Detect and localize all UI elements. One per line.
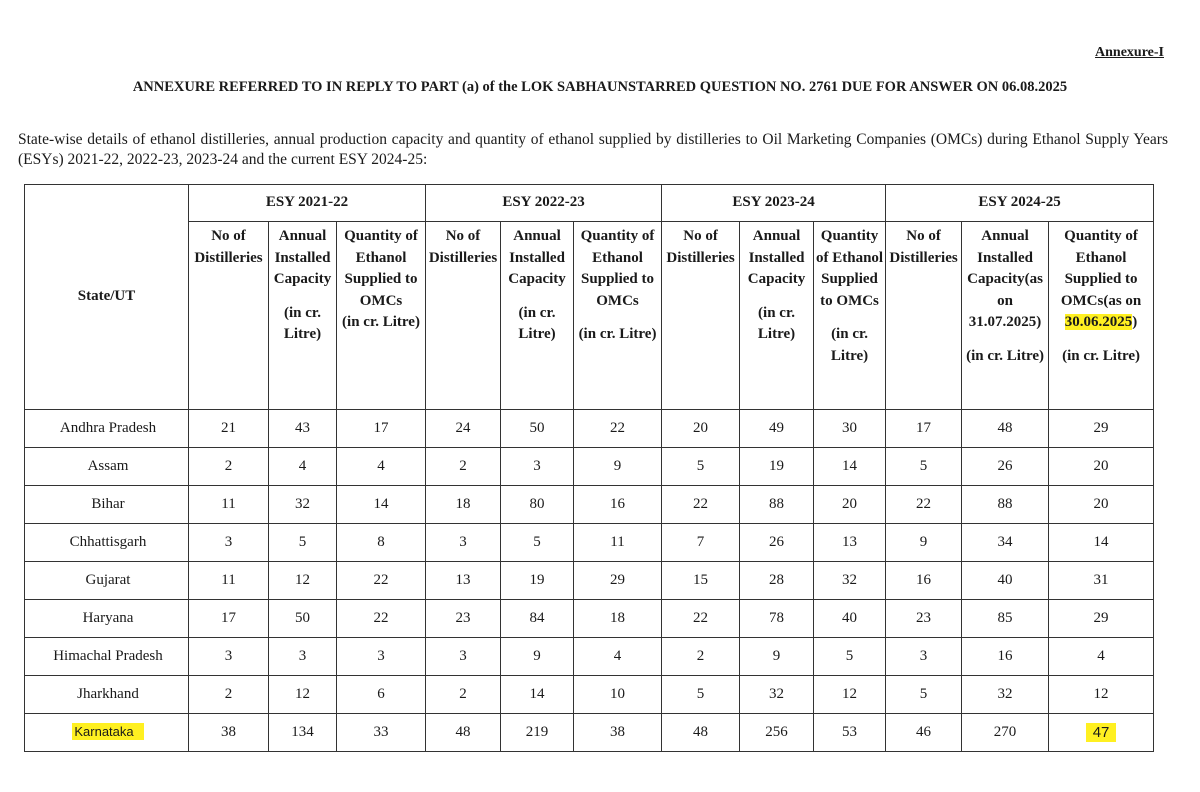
cell: 50 xyxy=(501,410,574,448)
quantity-header-close-paren: ) xyxy=(1132,314,1138,330)
capacity-header xyxy=(501,222,574,410)
cell: 5 xyxy=(662,448,740,486)
cell: 12 xyxy=(1049,676,1154,714)
cell: 3 xyxy=(189,638,269,676)
cell: 9 xyxy=(886,524,962,562)
group-header-esy-2024-25: ESY 2024-25 xyxy=(886,185,1154,222)
cell: 14 xyxy=(1049,524,1154,562)
cell: 48 xyxy=(426,714,501,752)
cell: 43 xyxy=(269,410,337,448)
cell: 40 xyxy=(814,600,886,638)
cell: 78 xyxy=(740,600,814,638)
cell: 46 xyxy=(886,714,962,752)
cell: 13 xyxy=(814,524,886,562)
table-row xyxy=(25,410,1154,448)
cell: 29 xyxy=(574,562,662,600)
cell: 88 xyxy=(740,486,814,524)
ethanol-distilleries-table xyxy=(24,184,1154,752)
cell: 84 xyxy=(501,600,574,638)
cell: 17 xyxy=(337,410,426,448)
table-row xyxy=(25,448,1154,486)
cell: 20 xyxy=(1049,448,1154,486)
header-group-row xyxy=(25,185,1154,222)
cell: 32 xyxy=(814,562,886,600)
table-row xyxy=(25,600,1154,638)
quantity-header-label: Quantity of Ethanol Supplied to OMCs xyxy=(580,228,655,309)
cell: 4 xyxy=(337,448,426,486)
cell: 4 xyxy=(574,638,662,676)
cell: 9 xyxy=(740,638,814,676)
cell: 80 xyxy=(501,486,574,524)
quantity-header xyxy=(337,222,426,410)
table-row xyxy=(25,524,1154,562)
state-name: Andhra Pradesh xyxy=(25,410,189,448)
cell: 5 xyxy=(814,638,886,676)
header-sub-row xyxy=(25,222,1154,410)
highlighted-value: 47 xyxy=(1086,723,1117,742)
cell: 40 xyxy=(962,562,1049,600)
distilleries-header: No of Distilleries xyxy=(886,222,962,410)
highlighted-date: 30.06.2025 xyxy=(1064,314,1133,330)
table-row xyxy=(25,486,1154,524)
cell: 29 xyxy=(1049,410,1154,448)
capacity-header-unit: (in cr. Litre) xyxy=(518,304,556,342)
quantity-header-unit: (in cr. Litre) xyxy=(830,326,869,364)
cell: 3 xyxy=(426,638,501,676)
cell: 18 xyxy=(574,600,662,638)
group-header-esy-2023-24: ESY 2023-24 xyxy=(662,185,886,222)
cell: 49 xyxy=(740,410,814,448)
cell: 270 xyxy=(962,714,1049,752)
document-heading: ANNEXURE REFERRED TO IN REPLY TO PART (a) of the LOK SABHAUNSTARRED QUESTION NO. 2761 DUE FOR ANSWER ON 06.08.2025 xyxy=(132,79,1068,95)
cell: 26 xyxy=(962,448,1049,486)
cell: 3 xyxy=(269,638,337,676)
cell: 38 xyxy=(574,714,662,752)
cell: 11 xyxy=(189,562,269,600)
cell: 219 xyxy=(501,714,574,752)
cell: 5 xyxy=(886,676,962,714)
cell: 11 xyxy=(574,524,662,562)
cell: 16 xyxy=(574,486,662,524)
capacity-header-label-line1: Annual Installed Capacity(as on xyxy=(967,228,1043,309)
quantity-header xyxy=(814,222,886,410)
cell: 33 xyxy=(337,714,426,752)
cell: 8 xyxy=(337,524,426,562)
cell: 23 xyxy=(886,600,962,638)
cell: 11 xyxy=(189,486,269,524)
cell: 16 xyxy=(962,638,1049,676)
cell: 29 xyxy=(1049,600,1154,638)
annexure-label: Annexure-I xyxy=(1095,45,1164,60)
cell: 85 xyxy=(962,600,1049,638)
cell: 14 xyxy=(337,486,426,524)
cell: 5 xyxy=(269,524,337,562)
state-name: Gujarat xyxy=(25,562,189,600)
quantity-header-unit: (in cr. Litre) xyxy=(578,326,657,342)
cell: 19 xyxy=(740,448,814,486)
cell: 256 xyxy=(740,714,814,752)
quantity-header xyxy=(1049,222,1154,410)
cell: 22 xyxy=(662,486,740,524)
distilleries-header: No of Distilleries xyxy=(189,222,269,410)
capacity-header xyxy=(740,222,814,410)
cell: 12 xyxy=(269,676,337,714)
cell: 3 xyxy=(337,638,426,676)
group-header-esy-2021-22: ESY 2021-22 xyxy=(189,185,426,222)
cell: 20 xyxy=(1049,486,1154,524)
cell: 12 xyxy=(814,676,886,714)
cell: 7 xyxy=(662,524,740,562)
distilleries-header: No of Distilleries xyxy=(426,222,501,410)
state-name: Bihar xyxy=(25,486,189,524)
cell: 2 xyxy=(662,638,740,676)
cell xyxy=(1049,714,1154,752)
cell: 9 xyxy=(574,448,662,486)
state-name xyxy=(25,714,189,752)
highlighted-state-name: Karnataka xyxy=(72,723,143,740)
cell: 17 xyxy=(189,600,269,638)
cell: 10 xyxy=(574,676,662,714)
cell: 22 xyxy=(337,600,426,638)
cell: 13 xyxy=(426,562,501,600)
distilleries-header: No of Distilleries xyxy=(662,222,740,410)
cell: 17 xyxy=(886,410,962,448)
quantity-header-unit: (in cr. Litre) xyxy=(342,314,420,330)
cell: 50 xyxy=(269,600,337,638)
cell: 15 xyxy=(662,562,740,600)
cell: 32 xyxy=(740,676,814,714)
cell: 14 xyxy=(501,676,574,714)
cell: 48 xyxy=(662,714,740,752)
cell: 6 xyxy=(337,676,426,714)
table-row xyxy=(25,676,1154,714)
cell: 22 xyxy=(574,410,662,448)
quantity-header-label-text: Quantity of Ethanol Supplied to OMCs(as on xyxy=(1060,228,1142,309)
cell: 5 xyxy=(662,676,740,714)
quantity-header-unit: (in cr. Litre) xyxy=(1062,347,1140,364)
cell: 20 xyxy=(662,410,740,448)
capacity-header-label xyxy=(963,226,1047,334)
cell: 31 xyxy=(1049,562,1154,600)
state-name: Chhattisgarh xyxy=(25,524,189,562)
cell: 24 xyxy=(426,410,501,448)
cell: 26 xyxy=(740,524,814,562)
cell: 12 xyxy=(269,562,337,600)
cell: 14 xyxy=(814,448,886,486)
state-name: Jharkhand xyxy=(25,676,189,714)
cell: 34 xyxy=(962,524,1049,562)
cell: 32 xyxy=(269,486,337,524)
table-row xyxy=(25,638,1154,676)
cell: 2 xyxy=(189,676,269,714)
cell: 30 xyxy=(814,410,886,448)
cell: 19 xyxy=(501,562,574,600)
capacity-header-label: Annual Installed Capacity xyxy=(273,228,332,287)
capacity-header-date: 31.07.2025) xyxy=(968,314,1042,330)
cell: 3 xyxy=(189,524,269,562)
cell: 88 xyxy=(962,486,1049,524)
cell: 5 xyxy=(501,524,574,562)
cell: 22 xyxy=(662,600,740,638)
cell: 2 xyxy=(426,676,501,714)
cell: 9 xyxy=(501,638,574,676)
cell: 2 xyxy=(189,448,269,486)
quantity-header-label: Quantity of Ethanol Supplied to OMCs xyxy=(815,228,884,309)
cell: 4 xyxy=(1049,638,1154,676)
capacity-header xyxy=(962,222,1049,410)
state-name: Himachal Pradesh xyxy=(25,638,189,676)
state-name: Haryana xyxy=(25,600,189,638)
quantity-header xyxy=(574,222,662,410)
cell: 4 xyxy=(269,448,337,486)
cell: 32 xyxy=(962,676,1049,714)
cell: 22 xyxy=(337,562,426,600)
cell: 23 xyxy=(426,600,501,638)
cell: 2 xyxy=(426,448,501,486)
cell: 18 xyxy=(426,486,501,524)
group-header-esy-2022-23: ESY 2022-23 xyxy=(426,185,662,222)
capacity-header-unit: (in cr. Litre) xyxy=(966,347,1044,364)
cell: 28 xyxy=(740,562,814,600)
capacity-header xyxy=(269,222,337,410)
cell: 21 xyxy=(189,410,269,448)
cell: 22 xyxy=(886,486,962,524)
table-row-karnataka xyxy=(25,714,1154,752)
capacity-header-unit: (in cr. Litre) xyxy=(283,304,322,342)
quantity-header-label xyxy=(1050,226,1152,334)
cell: 20 xyxy=(814,486,886,524)
state-name: Assam xyxy=(25,448,189,486)
state-header: State/UT xyxy=(25,185,189,410)
cell: 5 xyxy=(886,448,962,486)
cell: 16 xyxy=(886,562,962,600)
cell: 38 xyxy=(189,714,269,752)
cell: 134 xyxy=(269,714,337,752)
capacity-header-unit: (in cr. Litre) xyxy=(757,304,796,342)
capacity-header-label: Annual Installed Capacity xyxy=(747,228,806,287)
cell: 48 xyxy=(962,410,1049,448)
cell: 53 xyxy=(814,714,886,752)
quantity-header-label: Quantity of Ethanol Supplied to OMCs xyxy=(344,228,418,309)
capacity-header-label: Annual Installed Capacity xyxy=(508,228,566,287)
cell: 3 xyxy=(886,638,962,676)
cell: 3 xyxy=(501,448,574,486)
intro-paragraph: State-wise details of ethanol distilleries, annual production capacity and quantity of ethanol supplied by distilleries to Oil Marketing Companies (OMCs) during Ethanol Supply Years (ESYs) 2021-22, 2022-23, 2023-24 and the current ESY 2024-25: xyxy=(18,131,1168,168)
table-row xyxy=(25,562,1154,600)
cell: 3 xyxy=(426,524,501,562)
